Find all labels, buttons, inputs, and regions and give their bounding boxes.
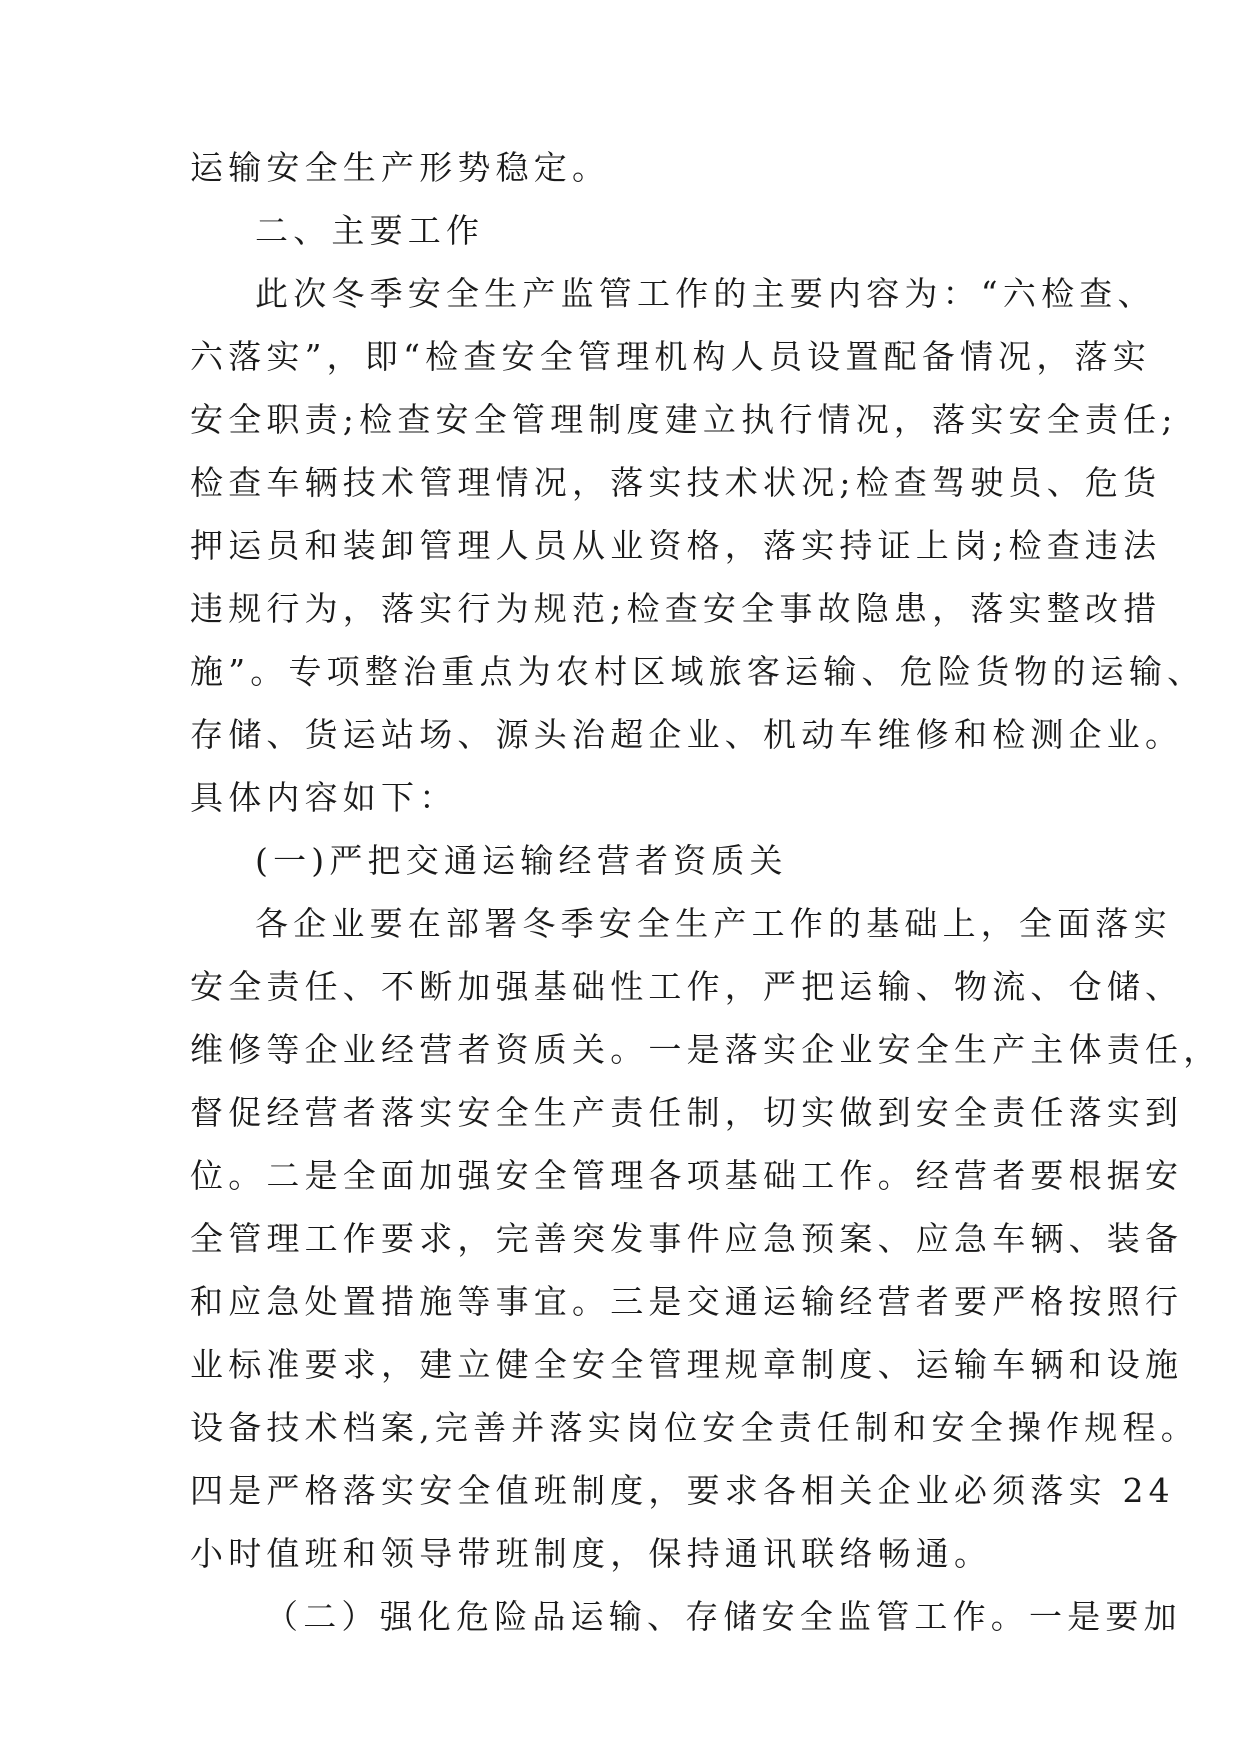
text-line: 检查车辆技术管理情况，落实技术状况;检查驾驶员、危货	[190, 463, 1162, 502]
text-line: 存储、货运站场、源头治超企业、机动车维修和检测企业。	[190, 715, 1184, 754]
text-line: 四是严格落实安全值班制度，要求各相关企业必须落实 24	[190, 1471, 1175, 1510]
text-line: 六落实”，即“检查安全管理机构人员设置配备情况，落实	[190, 337, 1151, 376]
text-line: 设备技术档案,完善并落实岗位安全责任制和安全操作规程。	[190, 1408, 1199, 1447]
text-line: 具体内容如下：	[190, 778, 458, 817]
text-line: 安全职责;检查安全管理制度建立执行情况，落实安全责任;	[190, 400, 1178, 439]
subsection-heading: （二）强化危险品运输、存储安全监管工作。一是要加	[265, 1597, 1182, 1636]
text-line: 全管理工作要求，完善突发事件应急预案、应急车辆、装备	[190, 1219, 1184, 1258]
text-line: 小时值班和领导带班制度，保持通讯联络畅通。	[190, 1534, 993, 1573]
text-line: 督促经营者落实安全生产责任制，切实做到安全责任落实到	[190, 1093, 1184, 1132]
text-line: 施”。专项整治重点为农村区域旅客运输、危险货物的运输、	[190, 652, 1206, 691]
text-line: 位。二是全面加强安全管理各项基础工作。经营者要根据安	[190, 1156, 1184, 1195]
subsection-heading: (一)严把交通运输经营者资质关	[255, 841, 788, 880]
section-heading: 二、主要工作	[255, 211, 485, 250]
text-line: 此次冬季安全生产监管工作的主要内容为：“六检查、	[255, 274, 1156, 313]
text-line: 各企业要在部署冬季安全生产工作的基础上，全面落实	[255, 904, 1172, 943]
text-line: 押运员和装卸管理人员从业资格，落实持证上岗;检查违法	[190, 526, 1162, 565]
text-line: 违规行为，落实行为规范;检查安全事故隐患，落实整改措	[190, 589, 1162, 628]
text-line: 和应急处置措施等事宜。三是交通运输经营者要严格按照行	[190, 1282, 1184, 1321]
text-line: 运输安全生产形势稳定。	[190, 148, 611, 187]
text-line: 业标准要求，建立健全安全管理规章制度、运输车辆和设施	[190, 1345, 1184, 1384]
text-line: 安全责任、不断加强基础性工作，严把运输、物流、仓储、	[190, 967, 1184, 1006]
text-line: 维修等企业经营者资质关。一是落实企业安全生产主体责任，	[190, 1030, 1222, 1069]
